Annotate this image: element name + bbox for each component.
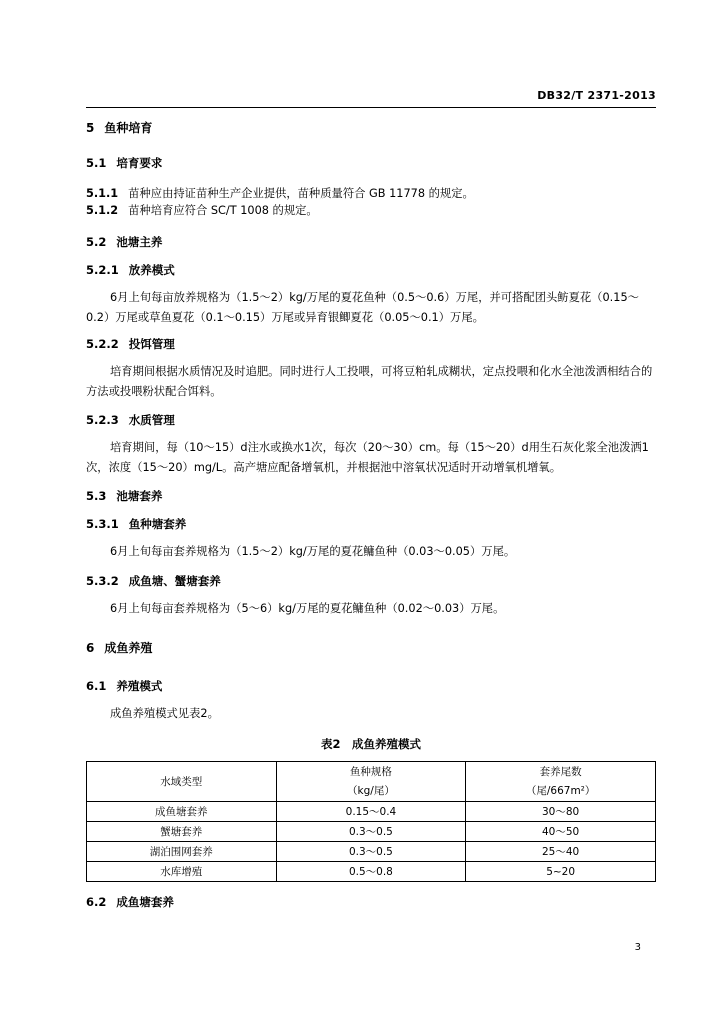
section-5-3-1-paragraph: 6月上旬每亩套养规格为（1.5～2）kg/万尾的夏花鳙鱼种（0.03～0.05）万尾。 xyxy=(110,545,516,558)
section-5-2-3-heading xyxy=(86,411,658,429)
section-title: 养殖模式 xyxy=(116,679,163,693)
section-5-2-2-paragraph: 培育期间根据水质情况及时追肥。同时进行人工投喂，可将豆粕轧成糊状，定点投喂和化水全池泼洒相结合的方法或投喂粉状配合饵料。 xyxy=(86,365,653,398)
table-row xyxy=(87,862,656,882)
cell-water-type: 蟹塘套养 xyxy=(87,822,277,842)
table-row xyxy=(87,822,656,842)
section-5-2-heading xyxy=(86,233,658,251)
section-number: 5.2 xyxy=(86,235,107,249)
section-5-1-heading xyxy=(86,154,658,172)
section-title: 池塘套养 xyxy=(116,489,163,503)
header-fingerling-size-unit: （kg/尾） xyxy=(347,784,395,797)
cell-fingerling-size: 0.15～0.4 xyxy=(276,802,466,822)
section-5-2-1-heading xyxy=(86,261,658,279)
section-5-3-2-paragraph: 6月上旬每亩套养规格为（5～6）kg/万尾的夏花鳙鱼种（0.02～0.03）万尾。 xyxy=(110,602,505,615)
cell-fingerling-size: 0.5～0.8 xyxy=(276,862,466,882)
cell-water-type: 水库增殖 xyxy=(87,862,277,882)
section-5-2-2-heading xyxy=(86,335,658,353)
section-title: 成鱼塘套养 xyxy=(116,895,174,909)
section-title: 成鱼塘、蟹塘套养 xyxy=(128,574,221,588)
clause-text: 苗种应由持证苗种生产企业提供，苗种质量符合 GB 11778 的规定。 xyxy=(128,187,474,200)
section-number: 5.3 xyxy=(86,489,107,503)
section-6-2-heading xyxy=(86,893,658,911)
section-5-3-2-heading xyxy=(86,572,658,590)
clause-number: 5.1.1 xyxy=(86,187,119,200)
page-number: 3 xyxy=(634,942,641,953)
section-number: 5.2.3 xyxy=(86,413,119,427)
section-number: 6.1 xyxy=(86,679,107,693)
table-caption: 表2 成鱼养殖模式 xyxy=(320,737,421,751)
section-number: 5.2.2 xyxy=(86,337,119,351)
section-number: 6.2 xyxy=(86,895,107,909)
header-rule xyxy=(86,107,656,108)
section-6-1-heading xyxy=(86,677,658,695)
cell-fingerling-size: 0.3～0.5 xyxy=(276,842,466,862)
section-title: 鱼种培育 xyxy=(104,121,153,135)
clause-number: 5.1.2 xyxy=(86,204,119,217)
document-id: DB32/T 2371-2013 xyxy=(537,89,656,102)
section-title: 水质管理 xyxy=(128,413,175,427)
header-fingerling-size-label: 鱼种规格 xyxy=(349,765,392,778)
section-title: 投饵管理 xyxy=(128,337,175,351)
section-number: 5.1 xyxy=(86,156,107,170)
cell-stocking-count: 5~20 xyxy=(466,862,656,882)
section-5-3-1-heading xyxy=(86,515,658,533)
header-fingerling-size xyxy=(276,762,466,802)
header-stocking-count-label: 套养尾数 xyxy=(539,765,582,778)
clause-5-1-2 xyxy=(86,202,658,219)
header-stocking-count xyxy=(466,762,656,802)
cell-fingerling-size: 0.3～0.5 xyxy=(276,822,466,842)
cell-water-type: 湖泊围网套养 xyxy=(87,842,277,862)
clause-text: 苗种培育应符合 SC/T 1008 的规定。 xyxy=(128,204,318,217)
section-6-heading xyxy=(86,639,658,657)
section-5-2-3-paragraph: 培育期间，每（10～15）d注水或换水1次，每次（20～30）cm。每（15～20）d用生石灰化浆全池泼洒1次，浓度（15～20）mg/L。高产塘应配备增氧机，并根据池中溶氧状况适时开动增氧机增氧。 xyxy=(86,441,649,474)
header-stocking-count-unit: （尾/667m²） xyxy=(525,784,596,797)
cell-stocking-count: 40～50 xyxy=(466,822,656,842)
table-row xyxy=(87,802,656,822)
cell-water-type: 成鱼塘套养 xyxy=(87,802,277,822)
section-number: 5.3.1 xyxy=(86,517,119,531)
section-5-2-1-paragraph: 6月上旬每亩放养规格为（1.5～2）kg/万尾的夏花鱼种（0.5～0.6）万尾，并可搭配团头鲂夏花（0.15～0.2）万尾或草鱼夏花（0.1～0.15）万尾或异育银鲫夏花（0.05～0.1）万尾。 xyxy=(86,291,639,324)
section-number: 5.3.2 xyxy=(86,574,119,588)
section-number: 6 xyxy=(86,641,95,655)
section-5-3-heading xyxy=(86,487,658,505)
cell-stocking-count: 25～40 xyxy=(466,842,656,862)
section-title: 成鱼养殖 xyxy=(104,641,153,655)
section-title: 放养模式 xyxy=(128,263,175,277)
section-title: 池塘主养 xyxy=(116,235,163,249)
section-number: 5 xyxy=(86,121,95,135)
clause-5-1-1 xyxy=(86,185,658,202)
fish-farming-mode-table xyxy=(86,761,656,882)
cell-stocking-count: 30～80 xyxy=(466,802,656,822)
header-water-type: 水域类型 xyxy=(87,762,277,802)
table-row xyxy=(87,842,656,862)
section-6-1-paragraph: 成鱼养殖模式见表2。 xyxy=(110,707,219,720)
section-5-heading xyxy=(86,119,658,137)
section-title: 培育要求 xyxy=(116,156,163,170)
section-number: 5.2.1 xyxy=(86,263,119,277)
section-title: 鱼种塘套养 xyxy=(128,517,187,531)
